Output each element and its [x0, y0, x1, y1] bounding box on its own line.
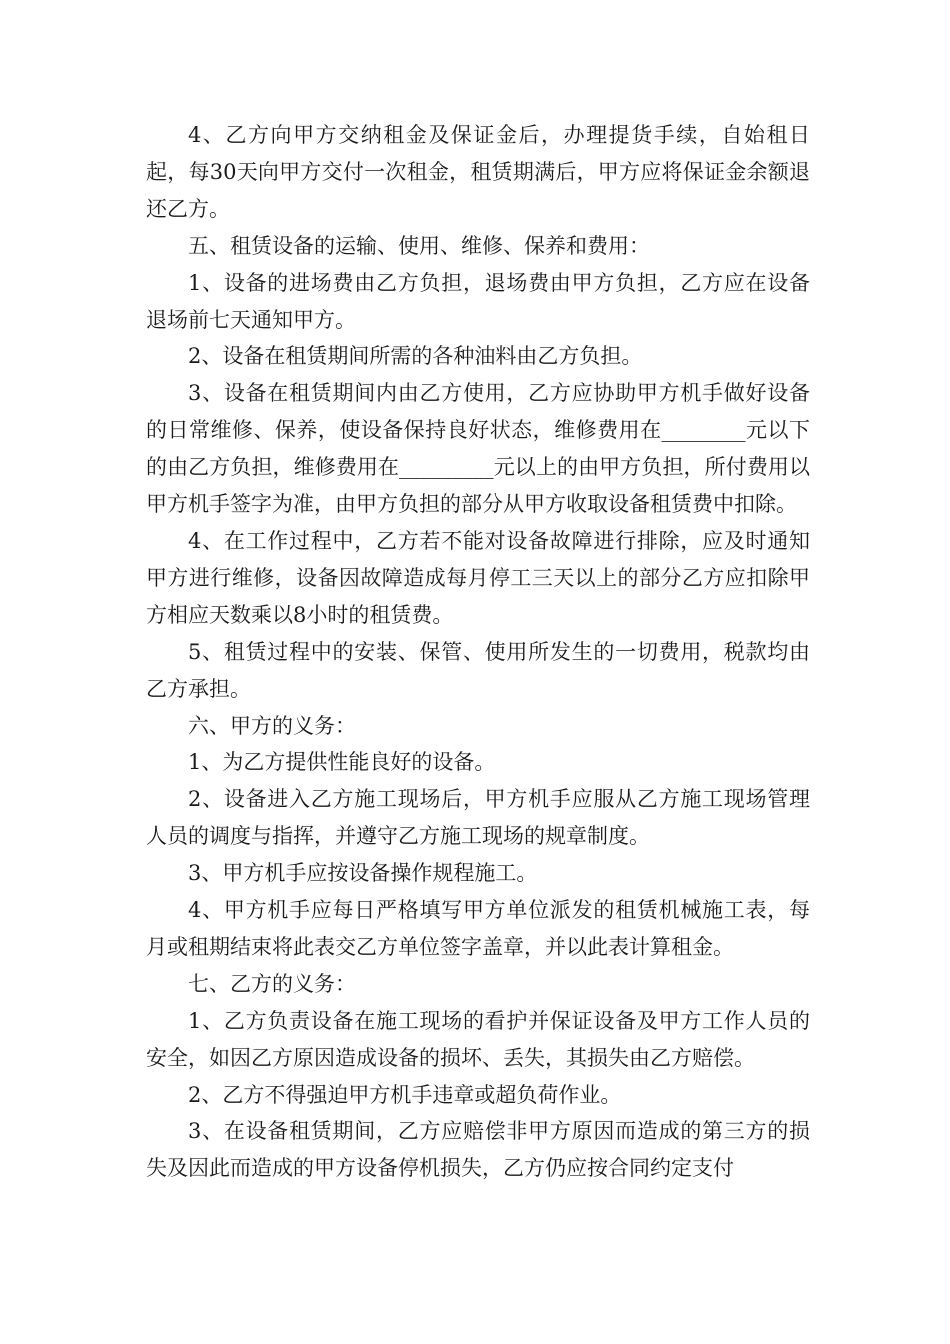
- clause-5-4-breakdown: 4、在工作过程中，乙方若不能对设备故障进行排除，应及时通知甲方进行维修，设备因故障造成每月停工三天以上的部分乙方应扣除甲方相应天数乘以8小时的租赁费。: [146, 528, 810, 627]
- clause-5-2-fuel: 2、设备在租赁期间所需的各种油料由乙方负担。: [188, 344, 643, 369]
- clause-6-2-site-rules: 2、设备进入乙方施工现场后，甲方机手应服从乙方施工现场管理人员的调度与指挥，并遵守乙方施工现场的规章制度。: [146, 787, 810, 849]
- clause-4-rent-payment: 4、乙方向甲方交纳租金及保证金后，办理提货手续，自始租日起，每30天向甲方交付一次租金，租赁期满后，甲方应将保证金余额退还乙方。: [146, 123, 810, 221]
- section-5-heading: 五、租赁设备的运输、使用、维修、保养和费用：: [188, 233, 650, 258]
- document-page: [146, 117, 810, 1187]
- clause-6-3-operation: 3、甲方机手应按设备操作规程施工。: [188, 861, 538, 886]
- section-7-heading: 七、乙方的义务：: [188, 971, 356, 996]
- clause-6-4-worksheet: 4、甲方机手应每日严格填写甲方单位派发的租赁机械施工表，每月或租期结束将此表交乙方单位签字盖章，并以此表计算租金。: [146, 898, 810, 959]
- clause-7-1-safety: 1、乙方负责设备在施工现场的看护并保证设备及甲方工作人员的安全，如因乙方原因造成设备的损坏、丢失，其损失由乙方赔偿。: [146, 1008, 810, 1070]
- clause-7-3-third-party: 3、在设备租赁期间，乙方应赔偿非甲方原因而造成的第三方的损失及因此而造成的甲方设备停机损失，乙方仍应按合同约定支付: [146, 1119, 810, 1181]
- section-6-heading: 六、甲方的义务：: [188, 713, 356, 738]
- clause-7-2-no-overload: 2、乙方不得强迫甲方机手违章或超负荷作业。: [188, 1082, 622, 1107]
- clause-5-5-costs: 5、租赁过程中的安装、保管、使用所发生的一切费用，税款均由乙方承担。: [146, 639, 810, 701]
- clause-5-3-maintenance: 3、设备在租赁期间内由乙方使用，乙方应协助甲方机手做好设备的日常维修、保养，使设备保持良好状态，维修费用在________元以下的由乙方负担，维修费用在_________元以上的由甲方负担，所付费用以甲方机手签字为准，由甲方负担的部分从甲方收取设备租赁费中扣除。: [146, 381, 810, 517]
- clause-5-1-entry-fee: 1、设备的进场费由乙方负担，退场费由甲方负担，乙方应在设备退场前七天通知甲方。: [146, 270, 810, 332]
- clause-6-1-equipment: 1、为乙方提供性能良好的设备。: [188, 750, 496, 775]
